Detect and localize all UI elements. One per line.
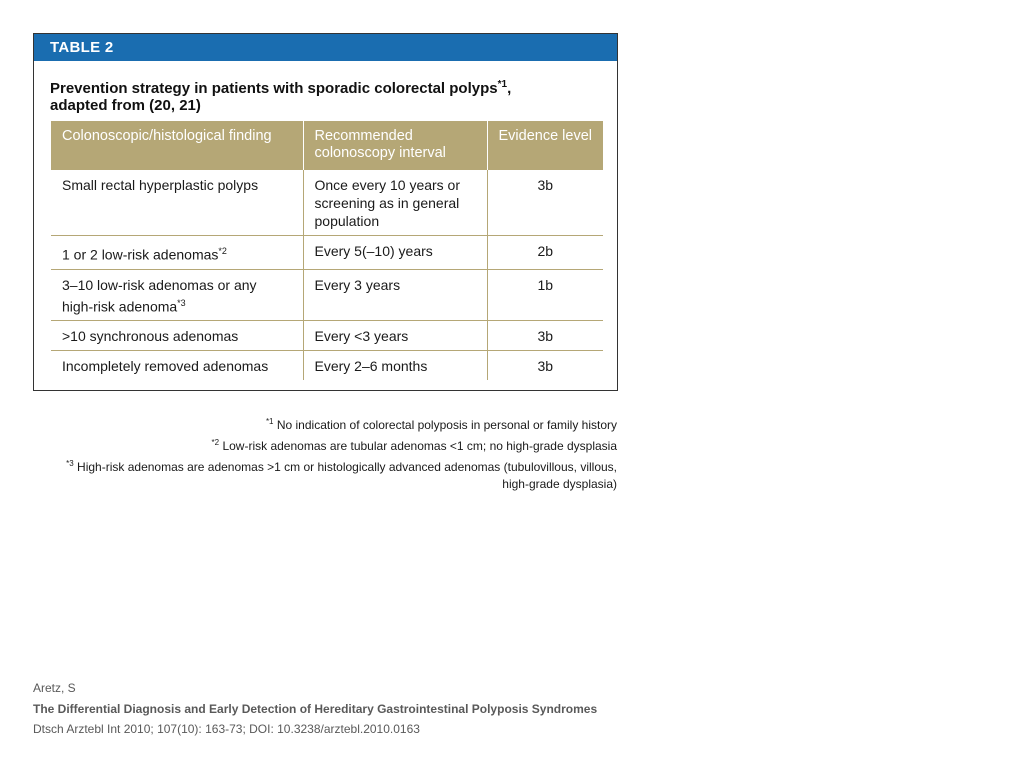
caption-comma: , — [507, 80, 512, 97]
table-row — [51, 351, 603, 381]
table-caption — [50, 76, 590, 114]
cell-interval: Every <3 years — [303, 321, 487, 351]
caption-line-1: Prevention strategy in patients with sporadic colorectal polyps — [50, 80, 498, 97]
footnote-text: No indication of colorectal polyposis in personal or family history — [273, 418, 617, 432]
column-header-finding: Colonoscopic/histological finding — [51, 121, 303, 170]
footnote-3 — [40, 455, 617, 493]
citation — [33, 678, 597, 740]
finding-text: Small rectal hyperplastic polyps — [62, 177, 259, 193]
caption-footnote-mark: *1 — [497, 79, 508, 90]
table-row — [51, 321, 603, 351]
footnote-text: Low-risk adenomas are tubular adenomas <1 cm; no high-grade dysplasia — [219, 439, 617, 453]
table-row — [51, 170, 603, 236]
table-figure — [33, 33, 618, 391]
table-row — [51, 269, 603, 321]
table-header-row — [51, 121, 603, 170]
cell-interval: Every 3 years — [303, 269, 487, 321]
cell-evidence: 2b — [487, 236, 603, 270]
footnote-mark: *2 — [218, 246, 227, 256]
citation-author: Aretz, S — [33, 681, 76, 695]
cell-evidence: 3b — [487, 321, 603, 351]
finding-text: 3–10 low-risk adenomas or any high-risk adenoma — [62, 276, 257, 315]
footnote-2 — [40, 434, 617, 455]
cell-finding — [51, 351, 303, 381]
cell-evidence: 1b — [487, 269, 603, 321]
caption-line-2: adapted from (20, 21) — [50, 97, 201, 114]
finding-text: 1 or 2 low-risk adenomas — [62, 246, 219, 263]
data-table — [51, 121, 603, 380]
citation-source: Dtsch Arztebl Int 2010; 107(10): 163-73; DOI: 10.3238/arztebl.2010.0163 — [33, 722, 420, 736]
cell-finding — [51, 269, 303, 321]
column-header-interval: Recommended colonoscopy interval — [303, 121, 487, 170]
cell-evidence: 3b — [487, 170, 603, 236]
footnote-mark: *2 — [211, 438, 220, 447]
cell-interval: Every 2–6 months — [303, 351, 487, 381]
finding-text: Incompletely removed adenomas — [62, 358, 269, 375]
footnote-text: High-risk adenomas are adenomas >1 cm or histologically advanced adenomas (tubulovillous, villous, high-grade dysplasia) — [73, 460, 617, 491]
footnote-1 — [40, 413, 617, 434]
table-row — [51, 236, 603, 270]
citation-title: The Differential Diagnosis and Early Detection of Hereditary Gastrointestinal Polyposis Syndromes — [33, 701, 598, 716]
cell-interval: Once every 10 years or screening as in general population — [303, 170, 487, 236]
footnote-mark: *1 — [265, 417, 274, 426]
footnotes — [40, 413, 617, 493]
cell-finding — [51, 321, 303, 351]
table-label: TABLE 2 — [34, 34, 617, 61]
finding-text: >10 synchronous adenomas — [62, 328, 239, 345]
column-header-evidence: Evidence level — [487, 121, 603, 170]
footnote-mark: *3 — [177, 297, 186, 308]
cell-finding — [51, 236, 303, 270]
cell-evidence: 3b — [537, 358, 554, 375]
footnote-mark: *3 — [66, 459, 74, 468]
cell-finding — [51, 170, 303, 236]
cell-interval: Every 5(–10) years — [303, 236, 487, 270]
